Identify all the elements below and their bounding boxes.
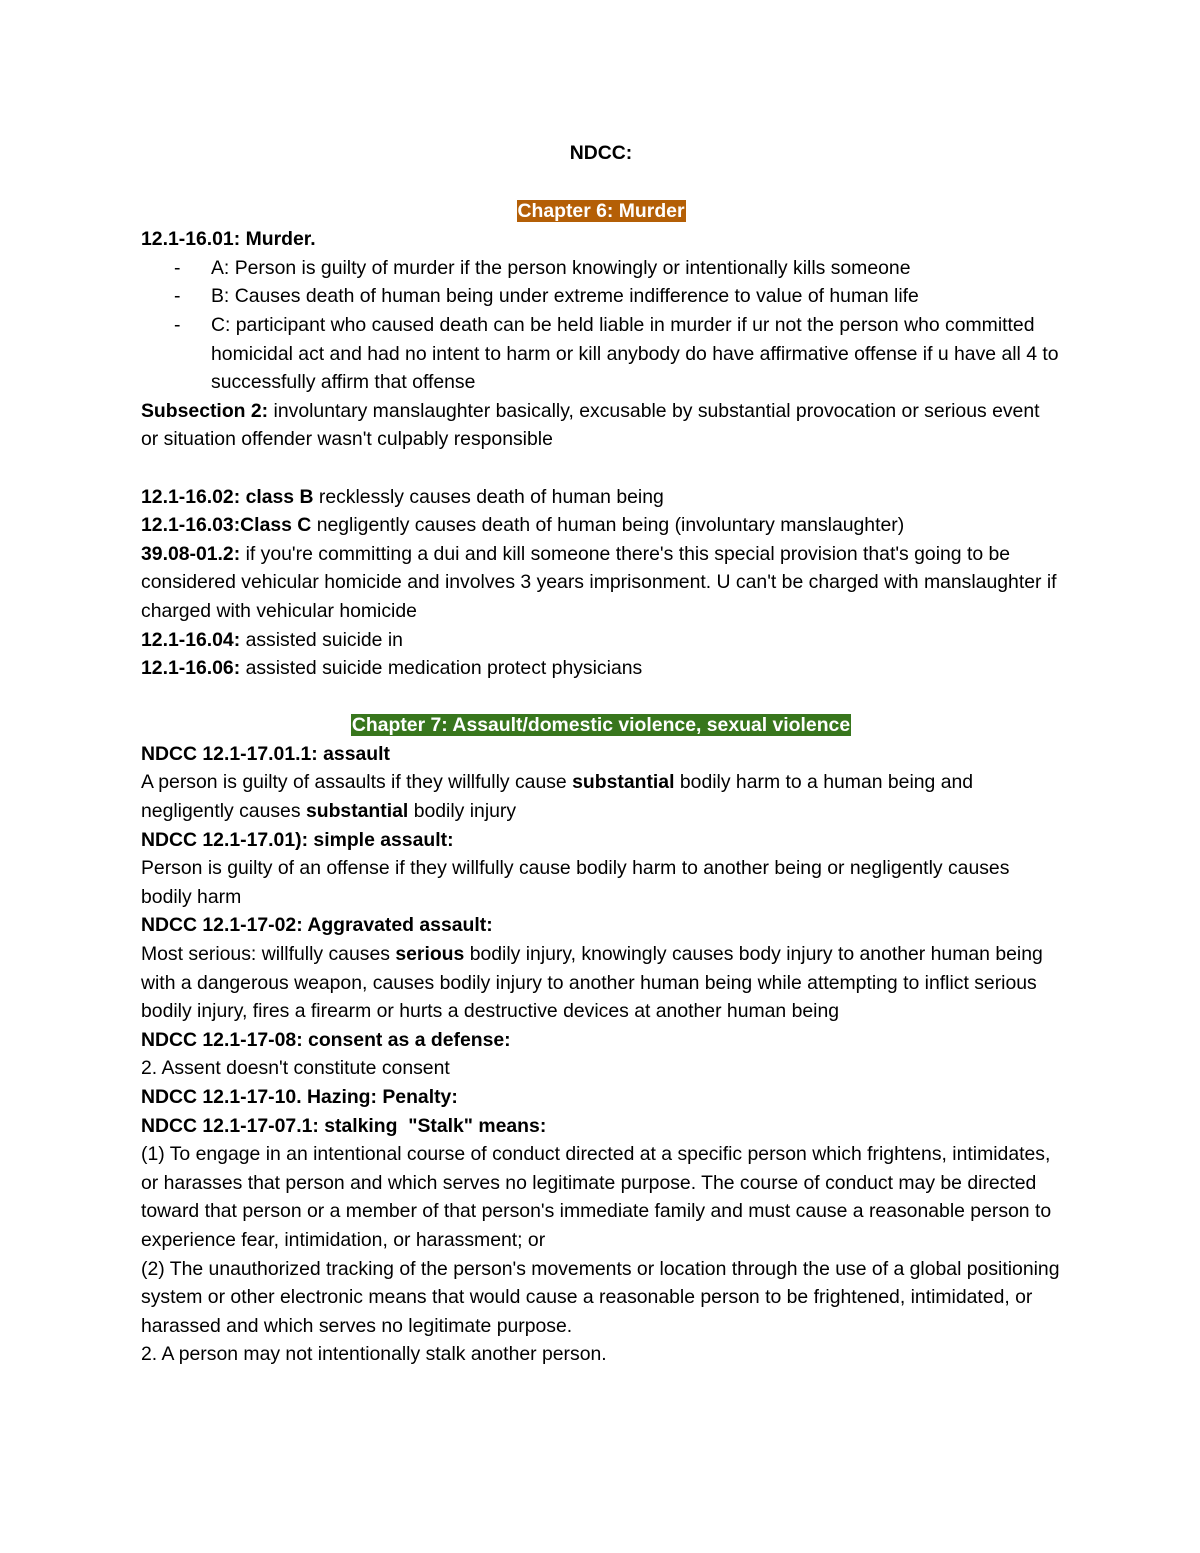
murder-elements-list: [141, 254, 1061, 397]
assault-text: [141, 768, 1061, 825]
chapter-6-heading-line: [141, 197, 1061, 226]
section-label: 12.1-16.02: class B: [141, 485, 314, 508]
section-12-1-16-03: [141, 511, 1061, 540]
list-item: [141, 311, 1061, 397]
section-label: NDCC 12.1-17-08: consent as a defense:: [141, 1028, 511, 1051]
section-text: assisted suicide medication protect physicians: [240, 657, 643, 680]
text-run: bodily harm to a human being and negligently causes: [141, 771, 974, 823]
consent-text: 2. Assent doesn't constitute consent: [141, 1057, 450, 1080]
text-run: bodily injury: [408, 800, 517, 823]
text-run: Most serious: willfully causes: [141, 943, 396, 966]
section-label: 12.1-16.01: Murder.: [141, 228, 316, 251]
text-run: A person is guilty of assaults if they willfully cause: [141, 771, 573, 794]
list-item: [141, 282, 1061, 311]
stalking-definition-2: (2) The unauthorized tracking of the person's movements or location through the use of a global positioning system or other electronic means that would cause a reasonable person to be frightened, intimidated, or harassed and which serves no legitimate purpose.: [141, 1257, 1060, 1337]
simple-assault-heading: [141, 826, 1061, 855]
dash-bullet-icon: -: [174, 313, 181, 336]
emphasis: substantial: [305, 800, 409, 823]
blank-line: [141, 454, 1061, 483]
aggravated-assault-heading: [141, 911, 1061, 940]
emphasis: serious: [395, 943, 465, 966]
section-label: NDCC 12.1-17-07.1: stalking "Stalk" means:: [141, 1114, 547, 1137]
document-title: NDCC:: [569, 142, 633, 164]
section-label: 12.1-16.04:: [141, 628, 241, 651]
section-text: negligently causes death of human being (involuntary manslaughter): [311, 514, 905, 537]
assault-heading: [141, 740, 1061, 769]
chapter-6-heading: Chapter 6: Murder: [517, 199, 685, 222]
section-text: if you're committing a dui and kill someone there's this special provision that's going to be considered vehicular homicide and involves 3 years imprisonment. U can't be charged with manslaughter if charged with vehicular homicide: [141, 542, 1057, 622]
aggravated-assault-text: [141, 940, 1061, 1026]
chapter-7-heading-line: [141, 711, 1061, 740]
section-12-1-16-02: [141, 483, 1061, 512]
subsection-2: [141, 397, 1061, 454]
text-run: bodily injury, knowingly causes body injury to another human being with a dangerous weapon, causes bodily injury to another human being while attempting to inflict serious bodily injury, fires a firearm or hurts a destructive devices at another human being: [141, 943, 1043, 1023]
section-label: NDCC 12.1-17.01.1: assault: [141, 742, 390, 765]
emphasis: substantial: [572, 771, 675, 794]
dash-bullet-icon: -: [174, 285, 181, 308]
simple-assault-text: Person is guilty of an offense if they willfully cause bodily harm to another being or negligently causes bodily harm: [141, 857, 1010, 908]
consent-heading: [141, 1026, 1061, 1055]
section-label: 12.1-16.06:: [141, 657, 241, 680]
stalking-heading: [141, 1112, 1061, 1141]
subsection-text: involuntary manslaughter basically, excusable by substantial provocation or serious event or situation offender wasn't culpably responsible: [141, 399, 1040, 451]
section-label: NDCC 12.1-17-02: Aggravated assault:: [141, 914, 493, 937]
section-label: 12.1-16.03:Class C: [141, 514, 312, 537]
stalking-definition-1: (1) To engage in an intentional course of conduct directed at a specific person which frightens, intimidates, or harasses that person and which serves no legitimate purpose. The course of conduct may be directed toward that person or a member of that person's immediate family and must cause a reasonable person to experience fear, intimidation, or harassment; or: [141, 1143, 1052, 1251]
list-item-text: B: Causes death of human being under extreme indifference to value of human life: [211, 285, 919, 308]
section-12-1-16-01: [141, 225, 1061, 254]
section-label: 39.08-01.2:: [141, 542, 241, 565]
document-body: [141, 139, 1061, 1369]
stalking-prohibition: 2. A person may not intentionally stalk another person.: [141, 1343, 607, 1366]
section-label: NDCC 12.1-17-10. Hazing: Penalty:: [141, 1086, 458, 1108]
list-item-text: A: Person is guilty of murder if the person knowingly or intentionally kills someone: [211, 256, 911, 279]
section-text: assisted suicide in: [240, 628, 403, 651]
section-12-1-16-04: [141, 626, 1061, 655]
section-12-1-16-06: [141, 654, 1061, 683]
list-item: [141, 254, 1061, 283]
hazing-heading: [141, 1083, 1061, 1112]
subsection-label: Subsection 2:: [141, 399, 269, 422]
section-label: NDCC 12.1-17.01): simple assault:: [141, 828, 454, 851]
section-text: recklessly causes death of human being: [313, 485, 664, 508]
dash-bullet-icon: -: [174, 256, 181, 279]
section-39-08-01-2: [141, 540, 1061, 626]
chapter-7-heading: Chapter 7: Assault/domestic violence, sexual violence: [351, 714, 851, 737]
blank-line: [141, 683, 1061, 712]
list-item-text: C: participant who caused death can be held liable in murder if ur not the person who committed homicidal act and had no intent to harm or kill anybody do have affirmative offense if u have all 4 to successfully affirm that offense: [211, 313, 1059, 394]
